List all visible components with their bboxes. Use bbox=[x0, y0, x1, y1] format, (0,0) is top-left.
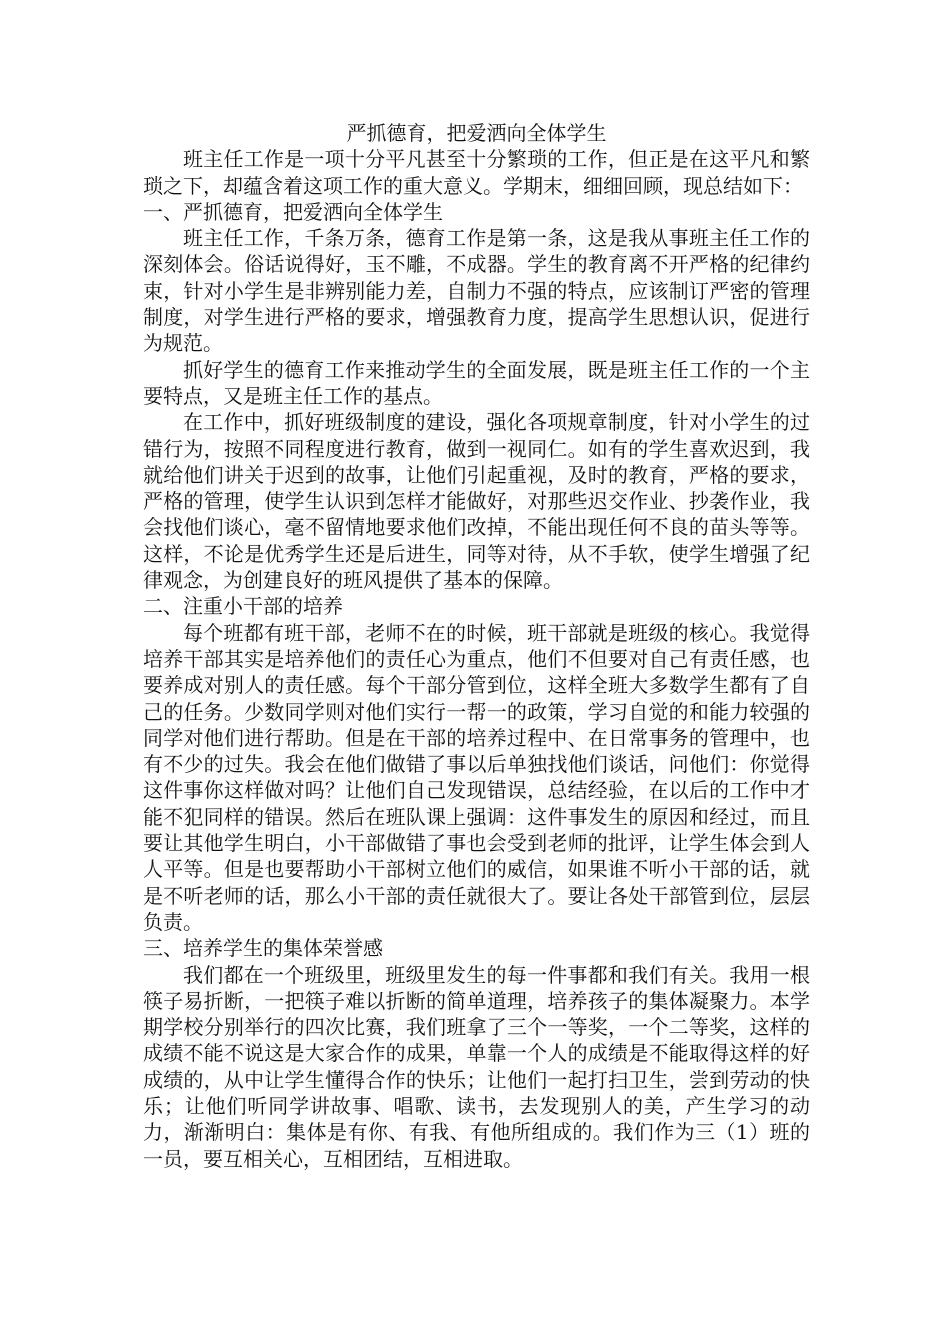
section-heading-3: 三、培养学生的集体荣誉感 bbox=[143, 936, 383, 961]
section-heading-2: 二、注重小干部的培养 bbox=[143, 594, 343, 619]
intro-paragraph: 班主任工作是一项十分平凡甚至十分繁琐的工作，但正是在这平凡和繁琐之下，却蕴含着这项工作的重大意义。学期末，细细回顾，现总结如下： bbox=[143, 147, 810, 198]
document-title: 严抓德育，把爱洒向全体学生 bbox=[346, 121, 607, 145]
document-body bbox=[143, 120, 810, 1172]
section-1-paragraph-1: 班主任工作，千条万条，德育工作是第一条，这是我从事班主任工作的深刻体会。俗话说得好，玉不雕，不成器。学生的教育离不开严格的纪律约束，针对小学生是非辨别能力差，自制力不强的特点，应该制订严密的管理制度，对学生进行严格的要求，增强教育力度，提高学生思想认识，促进行为规范。 bbox=[143, 226, 810, 356]
section-1-paragraph-3: 在工作中，抓好班级制度的建设，强化各项规章制度，针对小学生的过错行为，按照不同程度进行教育，做到一视同仁。如有的学生喜欢迟到，我就给他们讲关于迟到的故事，让他们引起重视，及时的教育，严格的要求，严格的管理，使学生认识到怎样才能做好，对那些迟交作业、抄袭作业，我会找他们谈心，毫不留情地要求他们改掉，不能出现任何不良的苗头等等。这样，不论是优秀学生还是后进生，同等对待，从不手软，使学生增强了纪律观念，为创建良好的班风提供了基本的保障。 bbox=[143, 410, 810, 593]
section-2-paragraph-1: 每个班都有班干部，老师不在的时候，班干部就是班级的核心。我觉得培养干部其实是培养他们的责任心为重点，他们不但要对自己有责任感，也要养成对别人的责任感。每个干部分管到位，这样全班大多数学生都有了自己的任务。少数同学则对他们实行一帮一的政策，学习自觉的和能力较强的同学对他们进行帮助。但是在干部的培养过程中、在日常事务的管理中，也有不少的过失。我会在他们做错了事以后单独找他们谈话，问他们：你觉得这件事你这样做对吗？让他们自己发现错误，总结经验，在以后的工作中才能不犯同样的错误。然后在班队课上强调：这件事发生的原因和经过，而且要让其他学生明白，小干部做错了事也会受到老师的批评，让学生体会到人人平等。但是也要帮助小干部树立他们的威信，如果谁不听小干部的话，就是不听老师的话，那么小干部的责任就很大了。要让各处干部管到位，层层负责。 bbox=[143, 620, 810, 934]
section-heading-1: 一、严抓德育，把爱洒向全体学生 bbox=[143, 199, 443, 224]
section-1-paragraph-2: 抓好学生的德育工作来推动学生的全面发展，既是班主任工作的一个主要特点，又是班主任工作的基点。 bbox=[143, 357, 810, 408]
section-3-paragraph-1: 我们都在一个班级里，班级里发生的每一件事都和我们有关。我用一根筷子易折断，一把筷子难以折断的简单道理，培养孩子的集体凝聚力。本学期学校分别举行的四次比赛，我们班拿了三个一等奖，一个二等奖，这样的成绩不能不说这是大家合作的成果，单靠一个人的成绩是不能取得这样的好成绩的，从中让学生懂得合作的快乐；让他们一起打扫卫生，尝到劳动的快乐；让他们听同学讲故事、唱歌、读书，去发现别人的美，产生学习的动力，渐渐明白：集体是有你、有我、有他所组成的。我们作为三（1）班的一员，要互相关心，互相团结，互相进取。 bbox=[143, 962, 810, 1171]
